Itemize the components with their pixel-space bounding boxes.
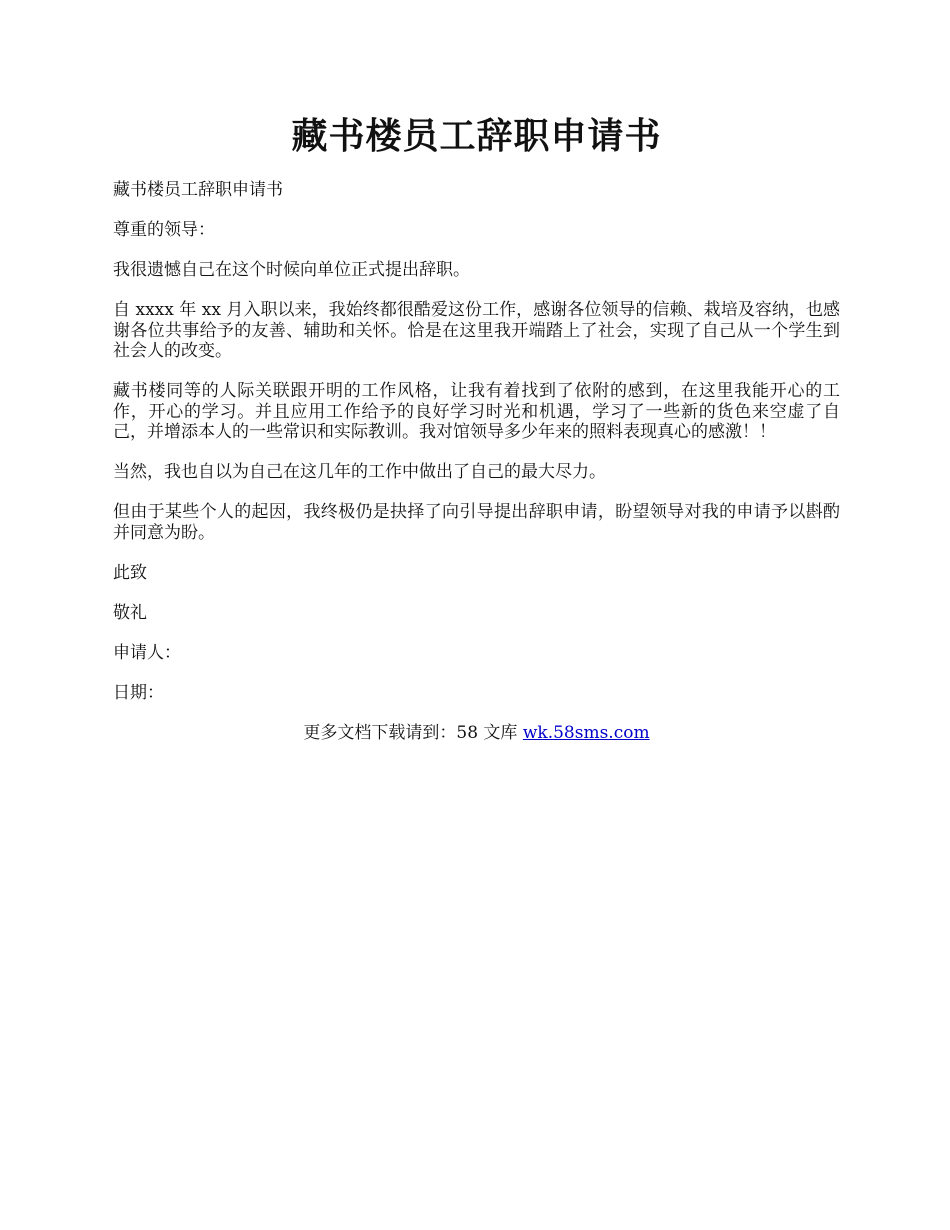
document-title: 藏书楼员工辞职申请书: [291, 115, 662, 157]
salutation-paragraph: 尊重的领导：: [113, 220, 215, 240]
footer-text: 更多文档下载请到：58 文库: [303, 722, 523, 743]
applicant-line: 申请人：: [113, 642, 181, 663]
document-page: [113, 112, 840, 743]
footer-link[interactable]: wk.58sms.com: [522, 722, 650, 743]
download-footer: [113, 723, 840, 744]
body-paragraph: 当然，我也自以为自己在这几年的工作中做出了自己的最大尽力。: [113, 462, 606, 482]
subtitle-paragraph: 藏书楼员工辞职申请书: [113, 180, 283, 200]
body-paragraph: 自 xxxx 年 xx 月入职以来，我始终都很酷爱这份工作，感谢各位领导的信赖、栽培及容纳，也感谢各位共事给予的友善、辅助和关怀。恰是在这里我开端踏上了社会，实现了自己从一个学生到社会人的改变。: [113, 300, 840, 361]
regards-paragraph: 敬礼: [113, 602, 147, 623]
closing-paragraph: 此致: [113, 562, 147, 583]
date-line: 日期：: [113, 682, 164, 703]
body-paragraph: 但由于某些个人的起因，我终极仍是抉择了向引导提出辞职申请，盼望领导对我的申请予以斟酌并同意为盼。: [113, 502, 840, 543]
body-paragraph: 藏书楼同等的人际关联跟开明的工作风格，让我有着找到了依附的感到，在这里我能开心的工作，开心的学习。并且应用工作给予的良好学习时光和机遇，学习了一些新的货色来空虚了自己，并增添本人的一些常识和实际教训。我对馆领导多少年来的照料表现真心的感激！！: [113, 381, 840, 442]
body-paragraph: 我很遗憾自己在这个时候向单位正式提出辞职。: [113, 260, 470, 280]
